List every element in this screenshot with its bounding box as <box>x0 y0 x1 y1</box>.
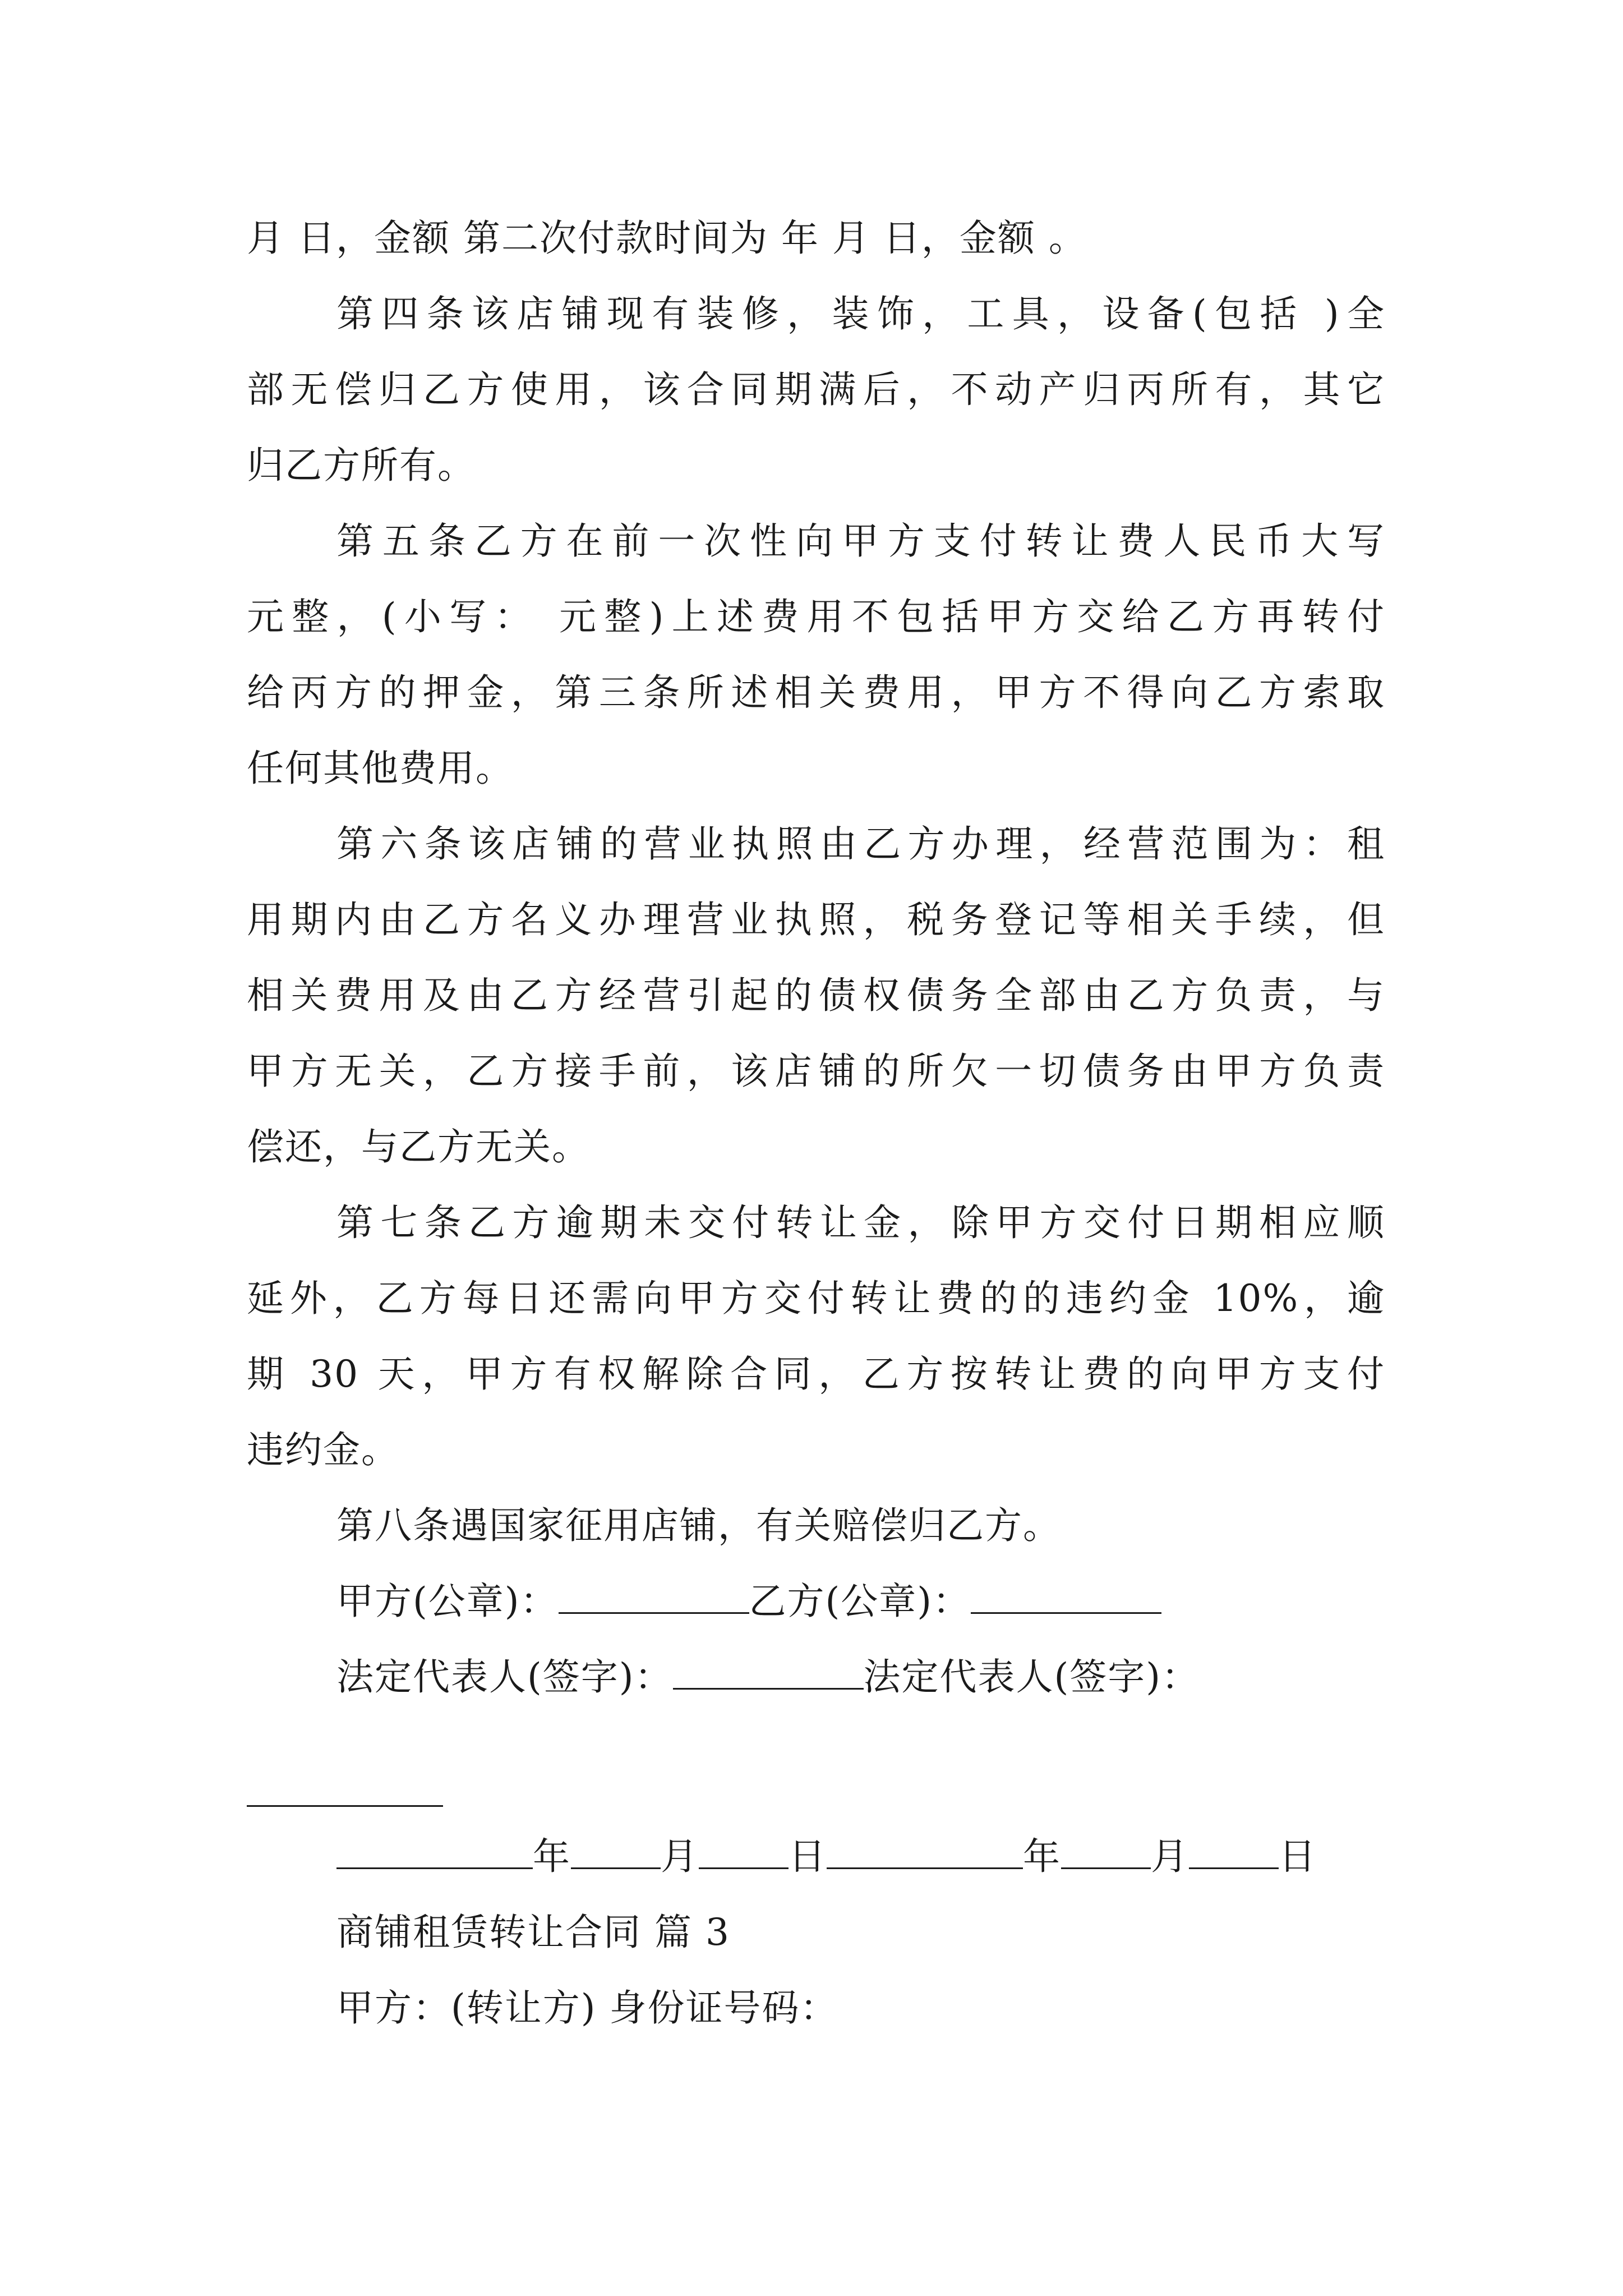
day-a-blank <box>699 1833 789 1869</box>
text-line: 违约金。 <box>247 1428 399 1471</box>
text-line: 相关费用及由乙方经营引起的债权债务全部由乙方负责，与 <box>247 974 1385 1017</box>
text-line: 期 30 天，甲方有权解除合同，乙方按转让费的向甲方支付 <box>247 1352 1385 1396</box>
text-line: 延外，乙方每日还需向甲方交付转让费的的违约金 10%，逾 <box>247 1277 1385 1320</box>
section-title: 商铺租赁转让合同 篇 3 <box>336 1911 730 1954</box>
party-a-seal-label: 甲方(公章)： <box>336 1580 559 1623</box>
seal-line <box>336 1576 1161 1627</box>
party-a-seal-blank <box>559 1577 749 1614</box>
rep-a-blank <box>673 1653 864 1690</box>
party-b-seal-label: 乙方(公章)： <box>749 1580 971 1623</box>
year-a-blank <box>336 1833 533 1869</box>
year-b-blank <box>827 1833 1023 1869</box>
month-b-blank <box>1061 1833 1151 1869</box>
month-label: 月 <box>1151 1835 1189 1878</box>
text-line: 给丙方的押金，第三条所述相关费用，甲方不得向乙方索取 <box>247 671 1385 714</box>
party-b-seal-blank <box>971 1577 1161 1614</box>
text-line: 偿还，与乙方无关。 <box>247 1125 590 1168</box>
year-label: 年 <box>533 1835 571 1878</box>
text-line: 第六条该店铺的营业执照由乙方办理，经营范围为：租 <box>336 822 1385 866</box>
text-line: 任何其他费用。 <box>247 747 514 790</box>
month-label: 月 <box>661 1835 699 1878</box>
rep-b-label: 法定代表人(签字)： <box>863 1655 1200 1699</box>
text-line: 甲方无关，乙方接手前，该店铺的所欠一切债务由甲方负责 <box>247 1050 1385 1093</box>
day-label: 日 <box>789 1835 827 1878</box>
month-a-blank <box>571 1833 661 1869</box>
text-line: 第八条遇国家征用店铺，有关赔偿归乙方。 <box>336 1504 1061 1547</box>
text-line: 月 日，金额 第二次付款时间为 年 月 日，金额 。 <box>247 217 1087 260</box>
text-line: 用期内由乙方名义办理营业执照，税务登记等相关手续，但 <box>247 898 1385 941</box>
text-line: 部无偿归乙方使用，该合同期满后，不动产归丙所有，其它 <box>247 368 1385 411</box>
text-line: 第五条乙方在前一次性向甲方支付转让费人民币大写 <box>336 519 1385 563</box>
text-line: 归乙方所有。 <box>247 444 476 487</box>
text-line: 元整，(小写： 元整)上述费用不包括甲方交给乙方再转付 <box>247 595 1385 638</box>
year-label: 年 <box>1023 1835 1061 1878</box>
representative-line <box>336 1652 1200 1703</box>
day-label: 日 <box>1279 1835 1317 1878</box>
text-line: 第四条该店铺现有装修，装饰，工具，设备(包括 )全 <box>336 292 1385 335</box>
party-a-id-line: 甲方：(转让方) 身份证号码： <box>336 1986 838 2030</box>
text-line: 第七条乙方逾期未交付转让金，除甲方交付日期相应顺 <box>336 1201 1385 1244</box>
signature-blank-rule <box>247 1805 443 1807</box>
day-b-blank <box>1189 1833 1279 1869</box>
rep-a-label: 法定代表人(签字)： <box>336 1655 673 1699</box>
date-line <box>336 1832 1317 1882</box>
